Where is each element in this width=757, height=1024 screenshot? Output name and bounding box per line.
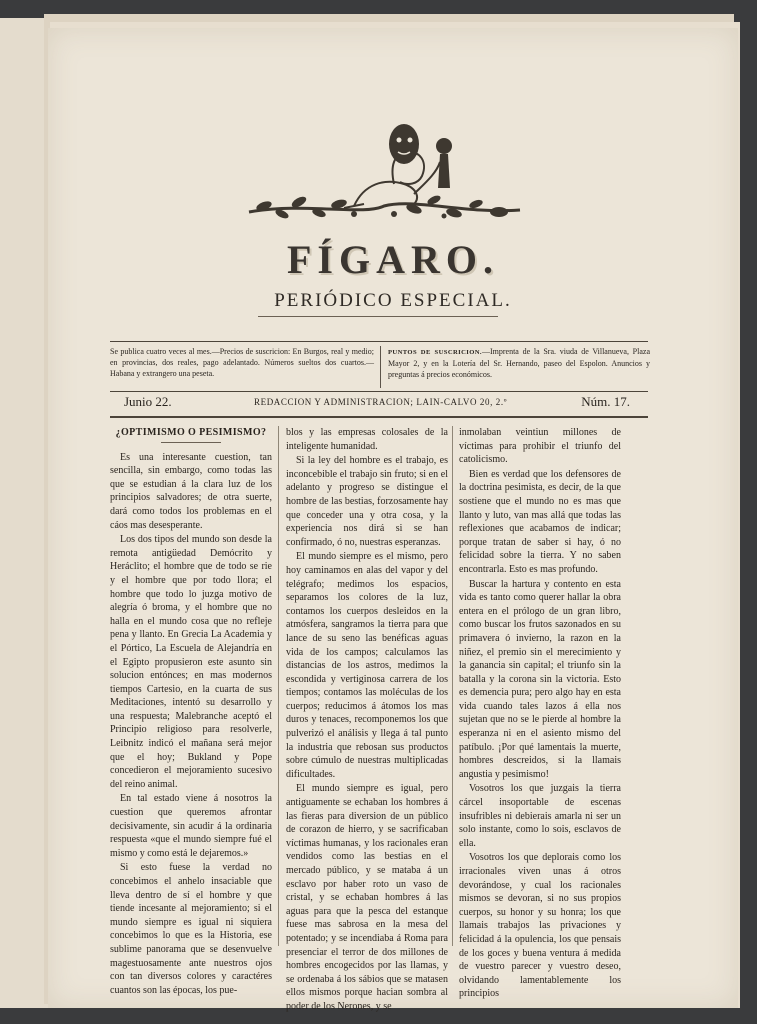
issue-number: Núm. 17. [581,394,630,409]
article-column-3 [459,426,621,1000]
masthead-ornament-icon [244,114,524,222]
info-divider [380,346,381,388]
info-rule-mid [110,391,648,392]
article-column-2 [286,426,448,1012]
paragraph: Bien es verdad que los defensores de la doctrina pesimista, es decir, de la que sostiene que el mundo no es mas que llanto y luto, van mas allá que todas las reflexiones que acabamos de indicar; porque tratan de saber si hay, ó no felicidad sobre la tierra. Y no saben encontrarla. Esto es mas profundo. [459,468,621,575]
newspaper-subtitle: PERIÓDICO ESPECIAL. [274,290,512,311]
paragraph: Si esto fuese la verdad no concebimos el anhelo insaciable que lleva dentro de sí el hombre y que tiende incesante al mejoramiento; si el mundo siempre es igual ni siquiera concebimos lo que es la Historia, ese sublime panorama que se desenvuelve magestuosamente ante nuestros ojos con tan diversos colores y caractéres cuantos son las épocas, los pue- [110,862,272,996]
article-title: ¿OPTIMISMO O PESIMISMO? [115,427,267,438]
paragraph: inmolaban veintiun millones de víctimas para prohibir el triunfo del catolicismo. [459,427,621,466]
subscription-points [388,346,650,380]
info-rule-bottom [110,416,648,418]
paragraph: Es una interesante cuestion, tan sencilla, sin embargo, como todas las que se estudian á la clara luz de los principios salvadores; de otra suerte, dará como todos los problemas en el cáos mas desesperante. [110,451,272,531]
newspaper-title: FÍGARO. [287,237,499,282]
subtitle-rule [258,316,498,317]
column-rule [278,426,279,946]
article-column-1 [110,426,272,996]
dateline [110,395,648,413]
paragraph: Buscar la hartura y contento en esta vida es tanto como querer hallar la obra entera en el prólogo de un gran libro, como buscar los frutos sazonados en su primavera ó invierno, la razon en la niñez, el premio sin el merecimiento y la ganancia sin capital; el triunfo sin la batalla y la corona sin la victoria. Esto es demencia pura; pero algo hay en esta vida cuando tales lazos á ella nos sujetan que no se le pierde al hombre la esperanza ni en el asiento mismo del patíbulo. ¡Por qué lamentais la muerte, hombres descreidos, si la llamais angustia y pesimismo! [459,578,621,780]
article-title-rule [161,442,221,443]
paragraph: El mundo siempre es el mismo, pero hoy caminamos en alas del vapor y del telégrafo; medimos los espacios, separamos los colores de la luz, contamos los cuerpos desleidos en la atmósfera, sangramos la tierra para que lance de su seno las benéficas aguas vida de los campos; calculamos las distancias de los astros, medimos la escondida y vertiginosa carrera de los tiempos; contamos las moléculas de los cuerpos; reducimos á átomos los mas duros y tenaces, recomponemos los que pulverizó el análisis y llega á tal punto la industria que rebosan sus productos sobre cúmulo de nuestras multiplicadas dificultades. [286,551,448,780]
paragraph: Vosotros los que deplorais como los irracionales viven unas á otros devorándose, y cual los racionales mismos se devoran, si no sus propios cuerpos, su honor y su honra; los que llamais trabajos las privaciones y felicidad á la opulencia, los que pensais de los goces y buena ventura á medida de vuestro parecer y vuestro deseo, olvidando lamentablemente los principios [459,852,621,1000]
paragraph: Si la ley del hombre es el trabajo, es inconcebible el trabajo sin fruto; si en el adelanto y progreso se distingue el hombre de las bestias, forzosamente hay que conceder una y otra cosa, y la experiencia nos dirá si se han confirmado, ó no, nuestras esperanzas. [286,455,448,548]
subscription-points-text: —Imprenta de la Sra. viuda de Villanueva, Plaza Mayor 2, y en la Lotería del Sr. Hernando, paseo del Espolon. Anuncios y preguntas á precios económicos. [388,347,650,379]
paragraph: blos y las empresas colosales de la inteligente humanidad. [286,427,448,452]
editorial-address: REDACCION Y ADMINISTRACION; LAIN-CALVO 20, 2.º [254,397,508,407]
column-rule [452,426,453,946]
subscription-prices: Se publica cuatro veces al mes.—Precios de suscricion: En Burgos, real y medio; en provincias, dos reales, pago adelantado. Números sueltos dos cuartos.—Habana y extrangero una peseta. [110,347,374,378]
paragraph: El mundo siempre es igual, pero antiguamente se echaban los hombres á las fieras para diversion de un público de corazon de hierro, y se sacrificaban víctimas humanas, y los racionales eran vendidos como las bestias en el mercado público, y se mataba á un esclavo por haber roto un vaso de cristal, y se echaban hombres á las aguas para que la pesca del estanque fuese mas sabrosa en la mesa del potentado; y se incendiaba á Roma para presenciar el terror de dos millones de hombres encogecidos por las llamas, y se ordenaba á los sábios que se matasen ellos mismos porque hacian sombra al poder de los Nerones, y se [286,783,448,1012]
issue-date: Junio 22. [124,394,172,409]
newspaper-page [48,28,738,1012]
info-rule-top [110,341,648,342]
subscription-points-label: PUNTOS DE SUSCRICION. [388,349,482,356]
paragraph: Vosotros los que juzgais la tierra cárcel insoportable de escenas insufribles ni debierais amarla ni ser un solo instante, como lo sois, esclavos de ella. [459,783,621,849]
paragraph: Los dos tipos del mundo son desde la remota antigüedad Demócrito y Heráclito; el hombre que de todo se rie y el hombre que por todo llora; el hombre que todo lo juzga motivo de alegría ó broma, y el hombre que no halla en el mundo cosa que no refleje pena y llanto. En Grecia La Academia y el Pórtico, La Escuela de Alejandría en el Egipto propusieron este asunto sin solucion entónces; en mas modernos tiempos Cartesio, en la cuarta de sus Meditaciones, intentó su desarrollo y una respuesta; Malebranche aceptó el Principio religioso para resolverle, Leibnitz indicó el mañana será mejor que el hoy; Bukland y Pope concedieron el mejoramiento sucesivo del reino animal. [110,534,272,790]
paragraph: En tal estado viene á nosotros la cuestion que queremos afrontar decisivamente, sin acudir á la ordinaria respuesta «que el mundo siempre fué el mismo y como está le dejaremos.» [110,793,272,859]
